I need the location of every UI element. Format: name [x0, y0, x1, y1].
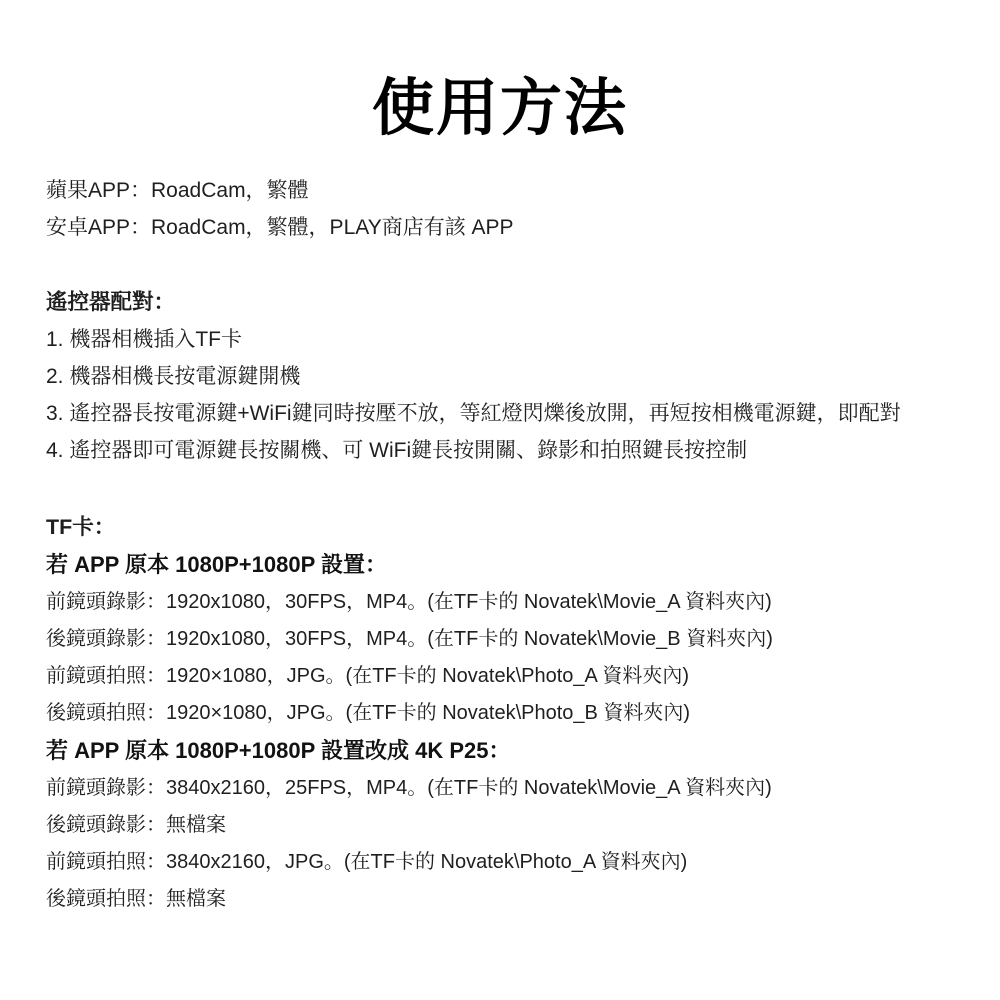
tf-card-heading: TF卡：: [46, 515, 116, 539]
tf-mode-4k-heading: 若 APP 原本 1080P+1080P 設置改成 4K P25：: [46, 738, 511, 763]
tf-mode-1080p-front-photo: 前鏡頭拍照：1920×1080，JPG。(在TF卡的 Novatek\Photo_A 資料夾內): [46, 665, 689, 687]
android-app-line: 安卓APP：RoadCam，繁體，PLAY商店有該 APP: [46, 216, 514, 239]
remote-pairing-section: [46, 284, 980, 469]
tf-mode-4k-front-video: 前鏡頭錄影：3840x2160，25FPS，MP4。(在TF卡的 Novatek\Movie_A 資料夾內): [46, 777, 772, 799]
remote-pairing-step-2: 2. 機器相機長按電源鍵開機: [46, 365, 301, 388]
ios-app-line: 蘋果APP：RoadCam，繁體: [46, 179, 309, 202]
remote-pairing-heading: 遙控器配對：: [46, 290, 176, 314]
tf-mode-1080p: [46, 546, 980, 732]
remote-pairing-step-3: 3. 遙控器長按電源鍵+WiFi鍵同時按壓不放，等紅燈閃爍後放開，再短按相機電源鍵，即配對: [46, 402, 901, 425]
tf-mode-1080p-front-video: 前鏡頭錄影：1920x1080，30FPS，MP4。(在TF卡的 Novatek\Movie_A 資料夾內): [46, 591, 772, 613]
tf-card-section: [46, 509, 980, 918]
tf-mode-1080p-heading: 若 APP 原本 1080P+1080P 設置：: [46, 552, 387, 577]
tf-mode-1080p-rear-video: 後鏡頭錄影：1920x1080，30FPS，MP4。(在TF卡的 Novatek\Movie_B 資料夾內): [46, 628, 773, 650]
tf-mode-4k-rear-photo: 後鏡頭拍照：無檔案: [46, 888, 226, 910]
tf-mode-1080p-rear-photo: 後鏡頭拍照：1920×1080，JPG。(在TF卡的 Novatek\Photo_B 資料夾內): [46, 702, 691, 724]
tf-mode-4k-rear-video: 後鏡頭錄影：無檔案: [46, 814, 226, 836]
tf-mode-4k-front-photo: 前鏡頭拍照：3840x2160，JPG。(在TF卡的 Novatek\Photo_A 資料夾內): [46, 851, 688, 873]
tf-mode-4k: [46, 732, 980, 918]
app-availability-section: [46, 172, 980, 246]
content-body: [0, 172, 1000, 918]
remote-pairing-step-4: 4. 遙控器即可電源鍵長按關機、可 WiFi鍵長按開關、錄影和拍照鍵長按控制: [46, 439, 748, 462]
page-title: 使用方法: [371, 74, 628, 143]
remote-pairing-step-1: 1. 機器相機插入TF卡: [46, 328, 243, 351]
